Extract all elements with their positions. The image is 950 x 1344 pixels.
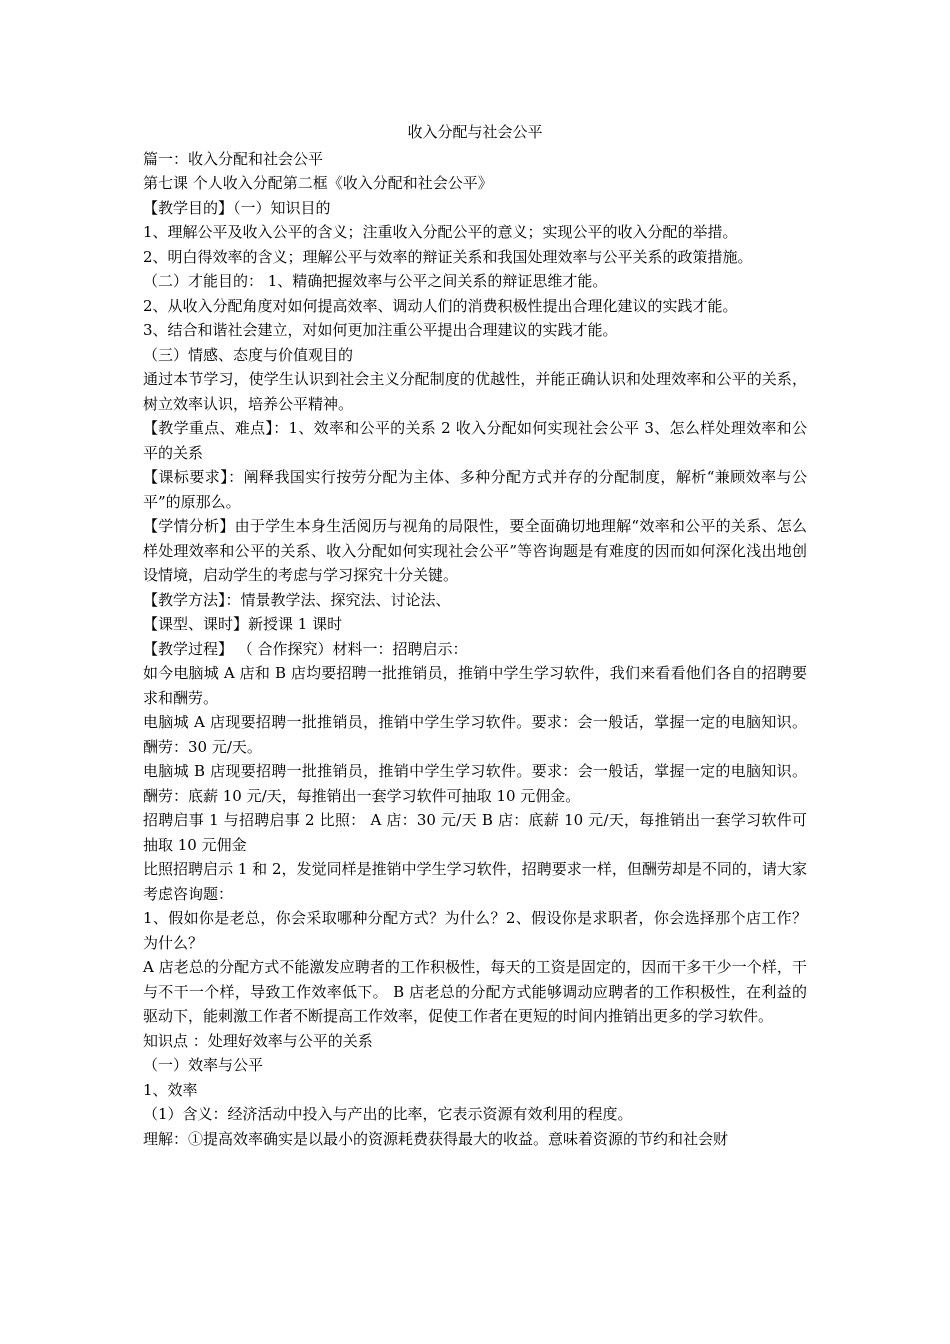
paragraph: 电脑城 B 店现要招聘一批推销员，推销中学生学习软件。要求：会一般话，掌握一定的电脑知识。酬劳：底薪 10 元/天，每推销出一套学习软件可抽取 10 元佣金。 <box>143 762 807 805</box>
paragraph: （二）才能目的： 1、精确把握效率与公平之间关系的辩证思维才能。 <box>143 272 608 290</box>
paragraph: 1、效率 <box>143 1080 198 1099</box>
paragraph: A 店老总的分配方式不能激发应聘者的工作积极性，每天的工资是固定的，因而干多干少一个样，干与不干一个样，导致工作效率低下。 B 店老总的分配方式能够调动应聘者的工作积极性，在利益的驱动下，能刺激工作者不断提高工作效率，促使工作者在更短的时间内推销出更多的学习软件。 <box>143 958 807 1025</box>
paragraph: 1、假如你是老总，你会采取哪种分配方式？为什么？2、假设你是求职者，你会选择那个店工作？为什么？ <box>143 909 807 952</box>
paragraph: （1）含义：经济活动中投入与产出的比率，它表示资源有效利用的程度。 <box>143 1105 633 1123</box>
paragraph: 2、明白得效率的含义；理解公平与效率的辩证关系和我国处理效率与公平关系的政策措施。 <box>143 247 753 266</box>
paragraph: 3、结合和谐社会建立，对如何更加注重公平提出合理建议的实践才能。 <box>143 321 618 339</box>
paragraph: 篇一：收入分配和社会公平 <box>143 149 324 168</box>
paragraph: （一）效率与公平 <box>143 1056 264 1074</box>
paragraph: 1、理解公平及收入公平的含义；注重收入分配公平的意义；实现公平的收入分配的举措。 <box>143 223 738 241</box>
paragraph: 【课标要求】：阐释我国实行按劳分配为主体、多种分配方式并存的分配制度，解析“兼顾效率与公平”的原那么。 <box>143 468 807 511</box>
paragraph: 【课型、课时】新授课 1 课时 <box>143 615 343 633</box>
paragraph: 2、从收入分配角度对如何提高效率、调动人们的消费积极性提出合理化建议的实践才能。 <box>143 296 738 315</box>
document-body <box>143 147 807 1152</box>
paragraph: 比照招聘启示 1 和 2，发觉同样是推销中学生学习软件，招聘要求一样，但酬劳却是不同的，请大家考虑咨询题： <box>143 860 807 903</box>
paragraph: 【教学方法】：情景教学法、探究法、讨论法、 <box>143 590 451 609</box>
paragraph: 如今电脑城 A 店和 B 店均要招聘一批推销员，推销中学生学习软件，我们来看看他们各自的招聘要求和酬劳。 <box>143 664 807 707</box>
paragraph: 【教学重点、难点】：1、效率和公平的关系 2 收入分配如何实现社会公平 3、怎么样处理效率和公平的关系 <box>143 419 807 462</box>
document-page <box>143 120 807 1151</box>
paragraph: 理解：①提高效率确实是以最小的资源耗费获得最大的收益。意味着资源的节约和社会财 <box>143 1129 729 1148</box>
paragraph: （三）情感、态度与价值观目的 <box>143 345 354 364</box>
paragraph: 【教学目的】（一）知识目的 <box>143 198 331 217</box>
paragraph: 知识点 ：处理好效率与公平的关系 <box>143 1031 373 1050</box>
paragraph: 电脑城 A 店现要招聘一批推销员，推销中学生学习软件。要求：会一般话，掌握一定的电脑知识。酬劳：30 元/天。 <box>143 713 807 756</box>
paragraph: 【学情分析】由于学生本身生活阅历与视角的局限性，要全面确切地理解“效率和公平的关系、怎么样处理效率和公平的关系、收入分配如何实现社会公平”等咨询题是有难度的因而如何深化浅出地创设情境，启动学生的考虑与学习探究十分关键。 <box>143 517 807 584</box>
paragraph: 招聘启事 1 与招聘启事 2 比照： A 店：30 元/天 B 店：底薪 10 元/天，每推销出一套学习软件可抽取 10 元佣金 <box>143 811 807 854</box>
paragraph: 第七课 个人收入分配第二框《收入分配和社会公平》 <box>143 174 493 192</box>
document-title: 收入分配与社会公平 <box>407 123 543 141</box>
paragraph: 【教学过程】 （ 合作探究）材料一：招聘启示： <box>143 639 468 658</box>
paragraph: 通过本节学习，使学生认识到社会主义分配制度的优越性，并能正确认识和处理效率和公平的关系，树立效率认识，培养公平精神。 <box>143 370 807 413</box>
